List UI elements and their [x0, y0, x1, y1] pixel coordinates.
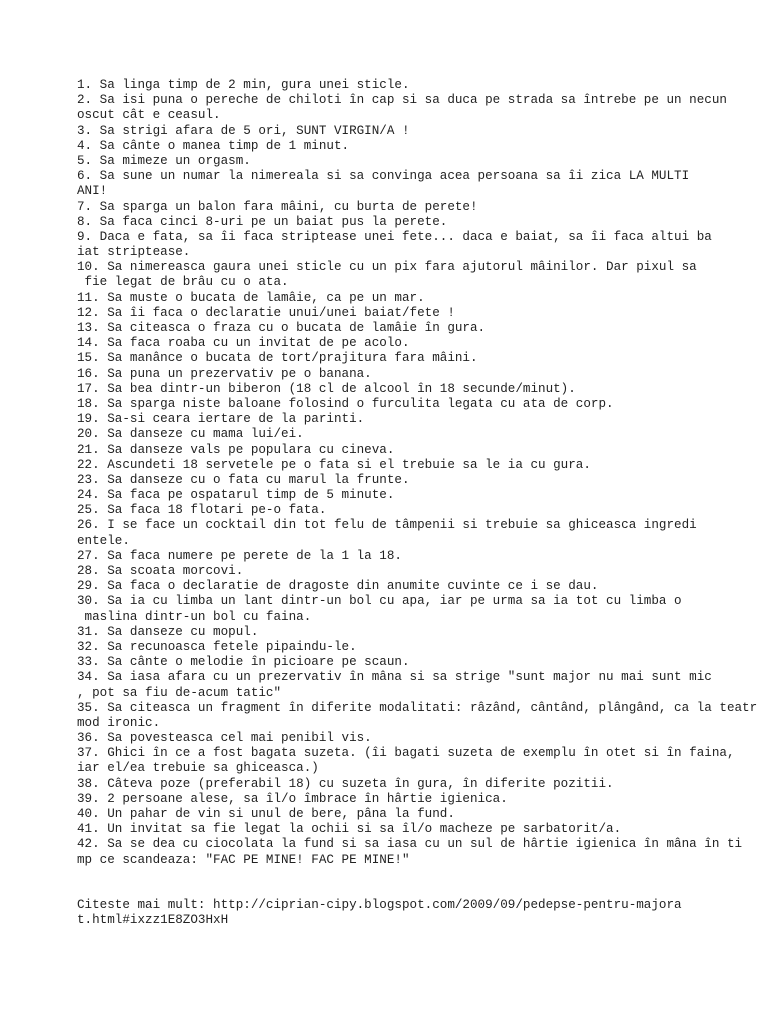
text-line: ANI! — [77, 184, 108, 199]
spacer — [77, 868, 768, 898]
text-line: 22. Ascundeti 18 servetele pe o fata si el trebuie sa le ia cu gura. — [77, 457, 591, 472]
text-line: oscut cât e ceasul. — [77, 108, 221, 123]
text-line: 38. Câteva poze (preferabil 18) cu suzeta în gura, în diferite pozitii. — [77, 776, 614, 791]
text-line: iat striptease. — [77, 245, 191, 260]
read-more-text-continued: t.html#ixzz1E8ZO3HxH — [77, 913, 229, 928]
text-line: 31. Sa danseze cu mopul. — [77, 624, 259, 639]
text-line: 5. Sa mimeze un orgasm. — [77, 153, 251, 168]
text-line: 37. Ghici în ce a fost bagata suzeta. (îi bagati suzeta de exemplu în otet si în faina, — [77, 746, 735, 761]
text-line: 7. Sa sparga un balon fara mâini, cu burta de perete! — [77, 199, 478, 214]
text-line: 42. Sa se dea cu ciocolata la fund si sa iasa cu un sul de hârtie igienica în mâna în ti — [77, 837, 743, 852]
text-line: 13. Sa citeasca o fraza cu o bucata de lamâie în gura. — [77, 321, 486, 335]
text-line: 36. Sa povesteasca cel mai penibil vis. — [77, 731, 372, 746]
text-line: 33. Sa cânte o melodie în picioare pe scaun. — [77, 655, 410, 670]
document-text — [77, 78, 768, 929]
text-line: 27. Sa faca numere pe perete de la 1 la 18. — [77, 548, 402, 563]
text-line: 35. Sa citeasca un fragment în diferite modalitati: râzând, cântând, plângând, ca la teatr — [77, 700, 758, 715]
text-line: 1. Sa linga timp de 2 min, gura unei sticle. — [77, 78, 410, 92]
text-line: 15. Sa manânce o bucata de tort/prajitura fara mâini. — [77, 351, 478, 366]
text-line: maslina dintr-un bol cu faina. — [77, 609, 312, 624]
text-line: 18. Sa sparga niste baloane folosind o furculita legata cu ata de corp. — [77, 396, 614, 411]
text-line: 29. Sa faca o declaratie de dragoste din anumite cuvinte ce i se dau. — [77, 579, 599, 594]
read-more-text: Citeste mai mult: http://ciprian-cipy.blogspot.com/2009/09/pedepse-pentru-majora — [77, 898, 682, 913]
text-line: 10. Sa nimereasca gaura unei sticle cu un pix fara ajutorul mâinilor. Dar pixul sa — [77, 260, 697, 275]
text-line: 30. Sa ia cu limba un lant dintr-un bol cu apa, iar pe urma sa ia tot cu limba o — [77, 594, 682, 609]
text-line: 21. Sa danseze vals pe populara cu cineva. — [77, 442, 395, 457]
text-line: 25. Sa faca 18 flotari pe-o fata. — [77, 503, 327, 518]
text-line: 6. Sa sune un numar la nimereala si sa convinga acea persoana sa îi zica LA MULTI — [77, 169, 690, 184]
text-line: 8. Sa faca cinci 8-uri pe un baiat pus la perete. — [77, 214, 448, 229]
text-line: 12. Sa îi faca o declaratie unui/unei baiat/fete ! — [77, 305, 455, 320]
text-line: 14. Sa faca roaba cu un invitat de pe acolo. — [77, 336, 410, 351]
text-line: 3. Sa strigi afara de 5 ori, SUNT VIRGIN/A ! — [77, 123, 410, 138]
text-line: mod ironic. — [77, 715, 161, 730]
text-line: 2. Sa isi puna o pereche de chiloti în cap si sa duca pe strada sa întrebe pe un necun — [77, 93, 727, 108]
text-line: 23. Sa danseze cu o fata cu marul la frunte. — [77, 472, 410, 487]
text-line: 4. Sa cânte o manea timp de 1 minut. — [77, 138, 350, 153]
text-line: 32. Sa recunoasca fetele pipaindu-le. — [77, 639, 357, 654]
text-line: mp ce scandeaza: "FAC PE MINE! FAC PE MINE!" — [77, 852, 410, 867]
text-line: fie legat de brâu cu o ata. — [77, 275, 289, 290]
text-line: 28. Sa scoata morcovi. — [77, 564, 244, 578]
text-line: , pot sa fiu de-acum tatic" — [77, 685, 282, 700]
text-line: 24. Sa faca pe ospatarul timp de 5 minute. — [77, 488, 395, 503]
text-line: iar el/ea trebuie sa ghiceasca.) — [77, 761, 319, 776]
text-line: 34. Sa iasa afara cu un prezervativ în mâna si sa strige "sunt major nu mai sunt mic — [77, 670, 712, 685]
text-line: 9. Daca e fata, sa îi faca striptease unei fete... daca e baiat, sa îi faca altui ba — [77, 229, 712, 244]
text-line: 19. Sa-si ceara iertare de la parinti. — [77, 412, 365, 427]
text-line: 41. Un invitat sa fie legat la ochii si sa îl/o macheze pe sarbatorit/a. — [77, 822, 622, 837]
text-line: 17. Sa bea dintr-un biberon (18 cl de alcool în 18 secunde/minut). — [77, 381, 576, 396]
text-line: 11. Sa muste o bucata de lamâie, ca pe un mar. — [77, 290, 425, 305]
text-line: 20. Sa danseze cu mama lui/ei. — [77, 427, 304, 442]
text-line: 40. Un pahar de vin si unul de bere, pâna la fund. — [77, 807, 455, 821]
text-line: 26. I se face un cocktail din tot felu de tâmpenii si trebuie sa ghiceasca ingredi — [77, 518, 697, 533]
text-line: 39. 2 persoane alese, sa îl/o îmbrace în hârtie igienica. — [77, 791, 508, 806]
text-line: entele. — [77, 533, 130, 548]
text-line: 16. Sa puna un prezervativ pe o banana. — [77, 366, 372, 381]
